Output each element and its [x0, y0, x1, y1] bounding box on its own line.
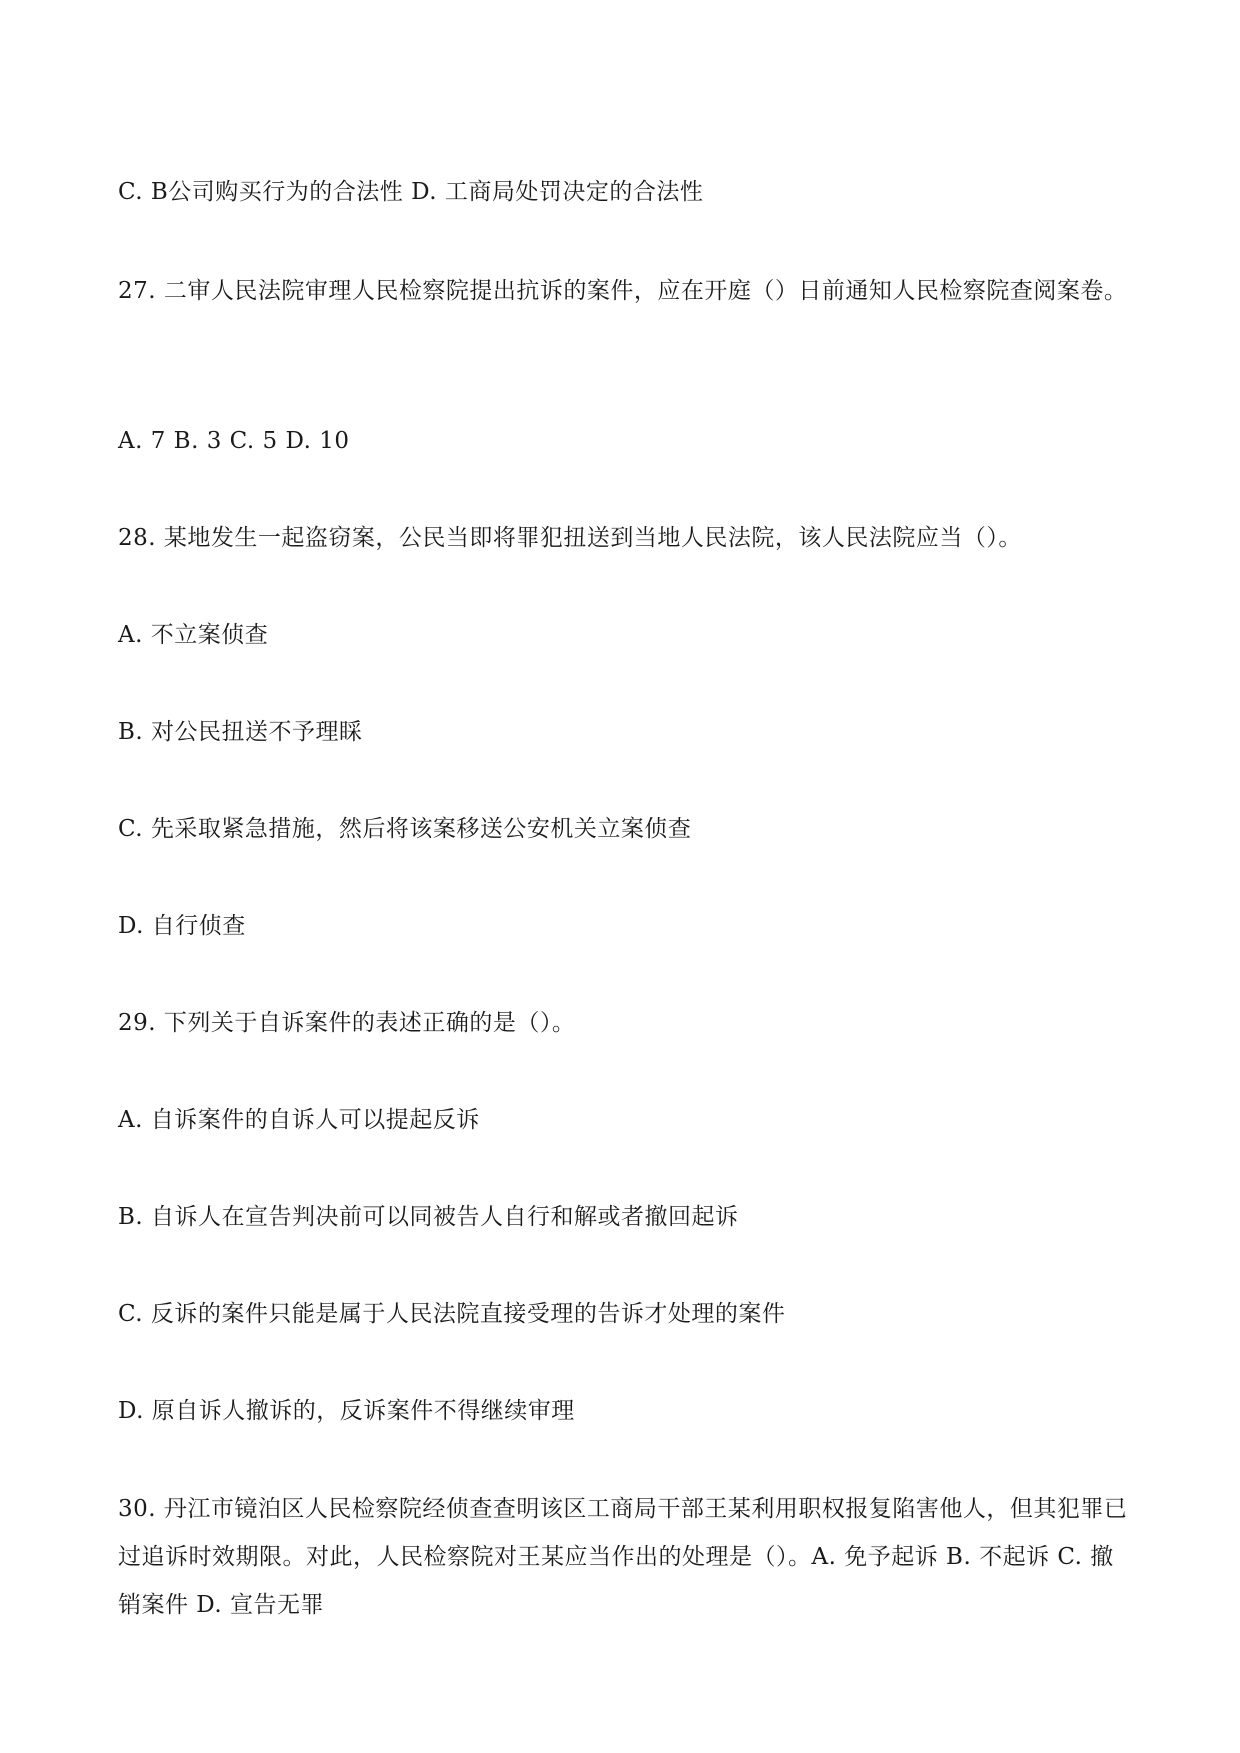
question-27: 27. 二审人民法院审理人民检察院提出抗诉的案件，应在开庭（）日前通知人民检察院查阅案卷。: [118, 278, 1128, 304]
option-29-a: A. 自诉案件的自诉人可以提起反诉: [118, 1107, 480, 1133]
question-28: 28. 某地发生一起盗窃案，公民当即将罪犯扭送到当地人民法院，该人民法院应当（）。: [118, 525, 1022, 551]
option-29-c: C. 反诉的案件只能是属于人民法院直接受理的告诉才处理的案件: [118, 1301, 786, 1327]
option-28-a: A. 不立案侦查: [118, 622, 269, 648]
option-line-26-cd: C. B公司购买行为的合法性 D. 工商局处罚决定的合法性: [118, 179, 704, 205]
question-29: 29. 下列关于自诉案件的表述正确的是（）。: [118, 1010, 576, 1036]
question-30: 30. 丹江市镜泊区人民检察院经侦查查明该区工商局干部王某利用职权报复陷害他人，但其犯罪已过追诉时效期限。对此，人民检察院对王某应当作出的处理是（）。A. 免予起诉 B. 不起诉 C. 撤销案件 D. 宣告无罪: [118, 1496, 1128, 1618]
option-28-b: B. 对公民扭送不予理睬: [118, 719, 363, 745]
option-29-b: B. 自诉人在宣告判决前可以同被告人自行和解或者撤回起诉: [118, 1204, 739, 1230]
option-line-27: A. 7 B. 3 C. 5 D. 10: [118, 428, 350, 454]
option-28-c: C. 先采取紧急措施，然后将该案移送公安机关立案侦查: [118, 816, 692, 842]
option-29-d: D. 原自诉人撤诉的，反诉案件不得继续审理: [118, 1398, 575, 1424]
option-28-d: D. 自行侦查: [118, 913, 246, 939]
